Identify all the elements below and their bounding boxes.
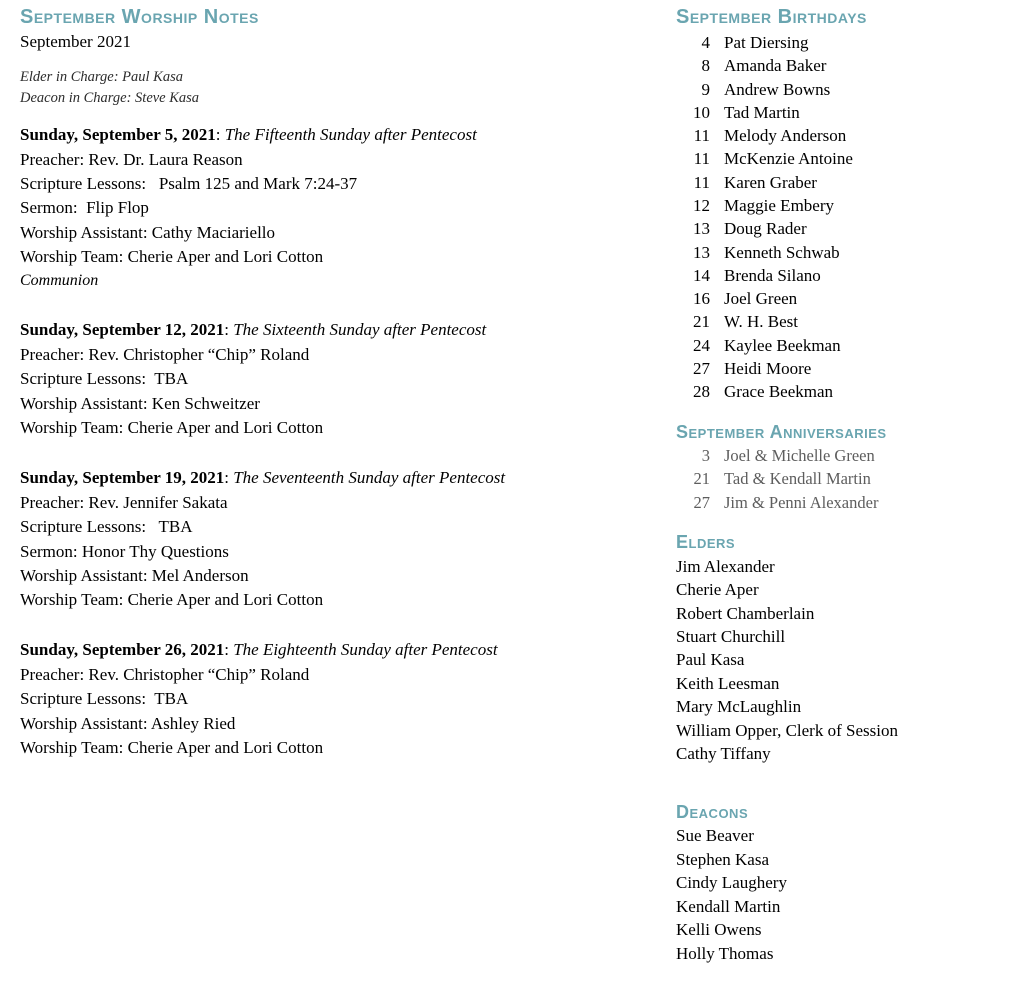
list-item xyxy=(676,54,1016,77)
service-detail-line: Worship Team: Cherie Aper and Lori Cotton xyxy=(20,737,324,757)
page-subtitle: September 2021 xyxy=(20,32,131,51)
list-item-name: Karen Graber xyxy=(724,172,817,192)
list-item: Jim Alexander xyxy=(676,556,775,576)
list-item-name: Brenda Silano xyxy=(724,265,821,285)
spacer xyxy=(676,786,1016,802)
list-item-day: 3 xyxy=(701,446,710,466)
list-item-day: 24 xyxy=(693,335,710,355)
deacon-in-charge: Deacon in Charge: Steve Kasa xyxy=(20,90,200,107)
list-item-day: 16 xyxy=(693,289,710,309)
list-item-day: 12 xyxy=(693,195,710,215)
list-item: Cindy Laughery xyxy=(676,873,787,893)
service-note: Communion xyxy=(20,272,99,290)
list-item: Kelli Owens xyxy=(676,920,762,940)
service-detail-line: Preacher: Rev. Christopher “Chip” Roland xyxy=(20,665,310,685)
list-item: Sue Beaver xyxy=(676,826,754,846)
list-item: Cathy Tiffany xyxy=(676,744,771,764)
service-title-separator: : xyxy=(224,320,234,340)
service-detail-line: Worship Assistant: Cathy Maciariello xyxy=(20,222,276,242)
list-item-day: 14 xyxy=(693,265,710,285)
list-item xyxy=(676,31,1016,54)
list-item-day: 27 xyxy=(693,492,710,512)
list-item-day: 10 xyxy=(693,102,710,122)
list-item xyxy=(676,101,1016,124)
service-title xyxy=(20,318,640,343)
list-item xyxy=(676,241,1016,264)
list-item: Paul Kasa xyxy=(676,650,745,670)
anniversaries-heading: September Anniversaries xyxy=(676,421,887,442)
service-detail-line: Worship Assistant: Mel Anderson xyxy=(20,565,249,585)
directory-column xyxy=(676,6,1016,985)
list-item-name: Kenneth Schwab xyxy=(724,242,840,262)
elders-heading: Elders xyxy=(676,531,736,552)
service-detail-line: Sermon: Flip Flop xyxy=(20,198,149,218)
list-item-day: 8 xyxy=(701,56,710,76)
list-item: Stuart Churchill xyxy=(676,626,786,646)
list-item-name: Melody Anderson xyxy=(724,126,847,146)
service-detail-line: Sermon: Honor Thy Questions xyxy=(20,541,229,561)
service-detail-line: Worship Team: Cherie Aper and Lori Cotton xyxy=(20,590,324,610)
list-item-name: Tad Martin xyxy=(724,102,800,122)
list-item-name: Andrew Bowns xyxy=(724,79,831,99)
list-item-name: Heidi Moore xyxy=(724,358,812,378)
list-item xyxy=(676,491,1016,514)
list-item-name: Grace Beekman xyxy=(724,382,834,402)
list-item-name: Amanda Baker xyxy=(724,56,827,76)
service-occasion: The Eighteenth Sunday after Pentecost xyxy=(233,640,498,660)
service-detail-line: Scripture Lessons: TBA xyxy=(20,689,189,709)
service-detail-line: Scripture Lessons: TBA xyxy=(20,369,189,389)
service-detail-line: Worship Assistant: Ashley Ried xyxy=(20,713,236,733)
charge-block xyxy=(20,67,640,109)
list-item-day: 13 xyxy=(693,242,710,262)
list-item-name: W. H. Best xyxy=(724,312,798,332)
deacons-list xyxy=(676,824,1016,965)
list-item xyxy=(676,467,1016,490)
list-item xyxy=(676,380,1016,403)
list-item xyxy=(676,334,1016,357)
service-occasion: The Seventeenth Sunday after Pentecost xyxy=(233,468,506,488)
service-block xyxy=(20,638,640,760)
list-item-day: 11 xyxy=(693,126,710,146)
list-item-name: Tad & Kendall Martin xyxy=(724,469,871,489)
service-occasion: The Sixteenth Sunday after Pentecost xyxy=(233,320,487,340)
list-item-name: Doug Rader xyxy=(724,219,807,239)
list-item: Mary McLaughlin xyxy=(676,697,802,717)
service-title-separator: : xyxy=(215,125,225,145)
list-item: Stephen Kasa xyxy=(676,849,770,869)
list-item xyxy=(676,357,1016,380)
service-block xyxy=(20,123,640,292)
list-item-day: 21 xyxy=(693,312,710,332)
service-detail-line: Preacher: Rev. Jennifer Sakata xyxy=(20,492,228,512)
elders-list xyxy=(676,555,1016,766)
service-block xyxy=(20,318,640,440)
service-detail-line: Scripture Lessons: Psalm 125 and Mark 7:24-37 xyxy=(20,174,358,194)
service-date: Sunday, September 19, 2021 xyxy=(20,468,225,488)
service-list xyxy=(20,123,640,760)
list-item-name: Pat Diersing xyxy=(724,33,809,52)
worship-notes-column xyxy=(20,6,640,786)
list-item-day: 4 xyxy=(701,33,710,52)
list-item xyxy=(676,287,1016,310)
service-title-separator: : xyxy=(224,468,234,488)
list-item: Keith Leesman xyxy=(676,673,780,693)
birthdays-list xyxy=(676,31,1016,404)
list-item xyxy=(676,194,1016,217)
service-date: Sunday, September 26, 2021 xyxy=(20,640,225,660)
list-item-name: Maggie Embery xyxy=(724,195,834,215)
service-detail-line: Preacher: Rev. Dr. Laura Reason xyxy=(20,149,243,169)
list-item-day: 11 xyxy=(693,149,710,169)
list-item xyxy=(676,264,1016,287)
list-item: Robert Chamberlain xyxy=(676,603,815,623)
page-title: September Worship Notes xyxy=(20,6,259,28)
list-item-day: 9 xyxy=(701,79,710,99)
service-date: Sunday, September 12, 2021 xyxy=(20,320,225,340)
list-item xyxy=(676,217,1016,240)
deacons-heading: Deacons xyxy=(676,801,749,822)
service-detail-line: Scripture Lessons: TBA xyxy=(20,517,193,537)
service-detail-line: Worship Team: Cherie Aper and Lori Cotton xyxy=(20,417,324,437)
service-title xyxy=(20,638,640,663)
service-title xyxy=(20,123,640,148)
service-detail-line: Preacher: Rev. Christopher “Chip” Roland xyxy=(20,345,310,365)
list-item-day: 13 xyxy=(693,219,710,239)
service-occasion: The Fifteenth Sunday after Pentecost xyxy=(224,125,477,145)
list-item-name: McKenzie Antoine xyxy=(724,149,853,169)
list-item: Holly Thomas xyxy=(676,943,774,963)
list-item: William Opper, Clerk of Session xyxy=(676,720,898,740)
list-item xyxy=(676,78,1016,101)
elder-in-charge: Elder in Charge: Paul Kasa xyxy=(20,69,183,86)
birthdays-heading: September Birthdays xyxy=(676,6,867,28)
list-item-day: 27 xyxy=(693,358,710,378)
service-detail-line: Worship Assistant: Ken Schweitzer xyxy=(20,393,260,413)
service-title xyxy=(20,466,640,491)
list-item xyxy=(676,310,1016,333)
list-item xyxy=(676,444,1016,467)
list-item-day: 11 xyxy=(693,172,710,192)
list-item-name: Jim & Penni Alexander xyxy=(724,492,879,512)
list-item-day: 28 xyxy=(693,382,710,402)
list-item-day: 21 xyxy=(693,469,710,489)
anniversaries-list xyxy=(676,444,1016,514)
service-title-separator: : xyxy=(224,640,234,660)
service-block xyxy=(20,466,640,612)
service-detail-line: Worship Team: Cherie Aper and Lori Cotton xyxy=(20,246,324,266)
list-item-name: Joel & Michelle Green xyxy=(724,446,875,466)
service-date: Sunday, September 5, 2021 xyxy=(20,125,216,145)
list-item: Cherie Aper xyxy=(676,580,759,600)
list-item xyxy=(676,171,1016,194)
list-item xyxy=(676,147,1016,170)
list-item-name: Kaylee Beekman xyxy=(724,335,841,355)
list-item xyxy=(676,124,1016,147)
list-item: Kendall Martin xyxy=(676,896,781,916)
list-item-name: Joel Green xyxy=(724,289,798,309)
